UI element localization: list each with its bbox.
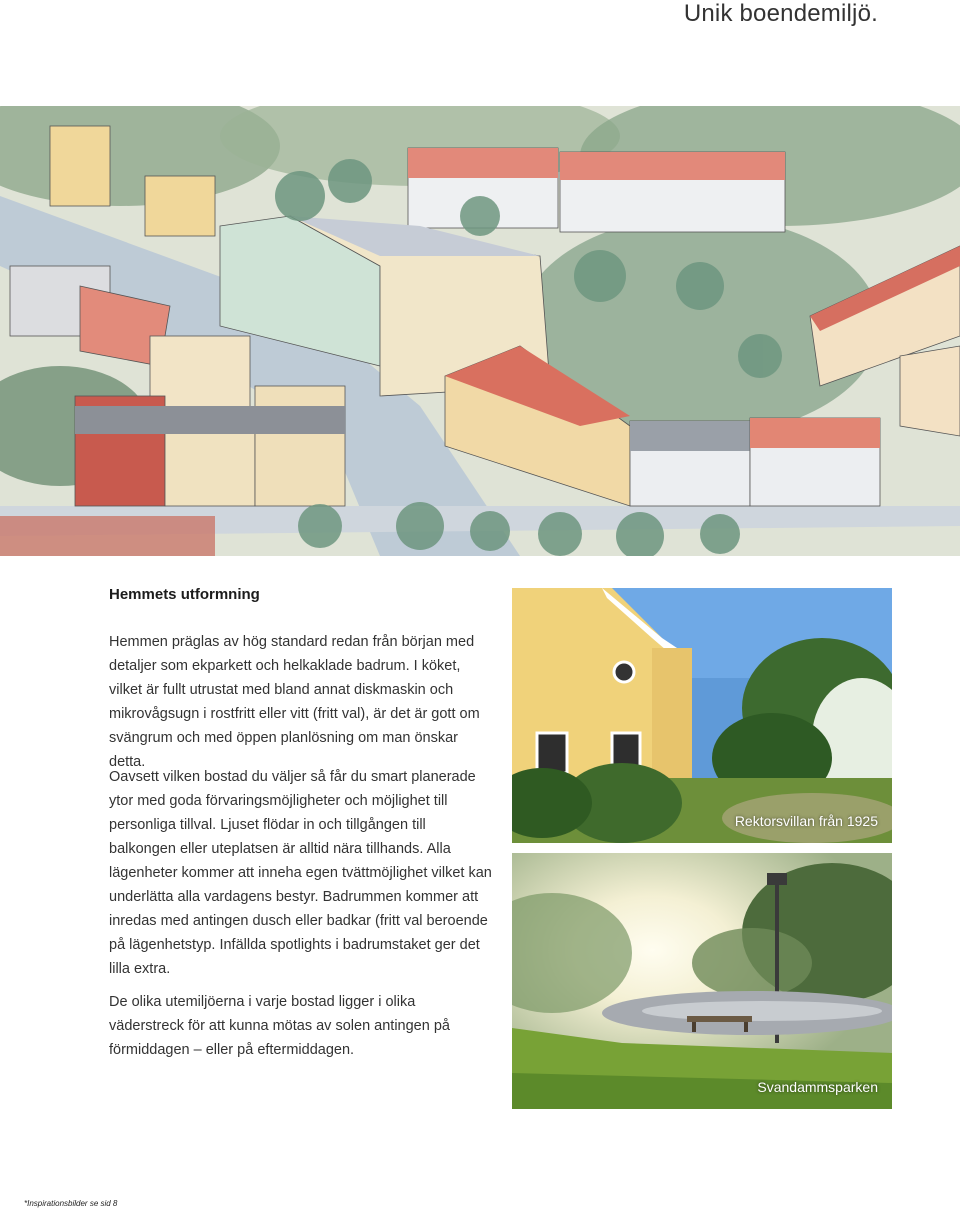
hero-illustration: [0, 106, 960, 556]
paragraph-2: Oavsett vilken bostad du väljer så får du smart planerade ytor med goda förvaringsmöjligheter och möjlighet till personliga tillval. Ljuset flödar in och tillgången till balkongen eller uteplatsen är alltid nära tillhands. Alla lägenheter kommer att inneha egen tvättmöjlighet vilket kan underlätta alla vardagens bestyr. Badrummen kommer att inredas med antingen dusch eller badkar (fritt val beroende på lägenhetstyp. Infällda spotlights i badrumstaket ger det lilla extra.: [109, 769, 492, 977]
photo2-caption: Svandammsparken: [757, 1079, 878, 1095]
footnote: *Inspirationsbilder se sid 8: [24, 1199, 118, 1208]
page-title: Unik boendemiljö.: [683, 0, 878, 27]
paragraph-3: De olika utemiljöerna i varje bostad ligger i olika väderstreck för att kunna mötas av solen antingen på förmiddagen – eller på eftermiddagen.: [109, 994, 450, 1058]
section-title: Hemmets utformning: [109, 586, 260, 603]
photo-rektorsvillan: [512, 588, 892, 843]
photo-svandammsparken: [512, 853, 892, 1109]
photo1-caption: Rektorsvillan från 1925: [734, 813, 878, 829]
paragraph-1: Hemmen präglas av hög standard redan från början med detaljer som ekparkett och helkaklade badrum. I köket, vilket är fullt utrustat med bland annat diskmaskin och mikrovågsugn i rostfritt eller vitt (fritt val), är det är gott om svängrum och med öppen planlösning om man önskar detta.: [109, 634, 480, 770]
